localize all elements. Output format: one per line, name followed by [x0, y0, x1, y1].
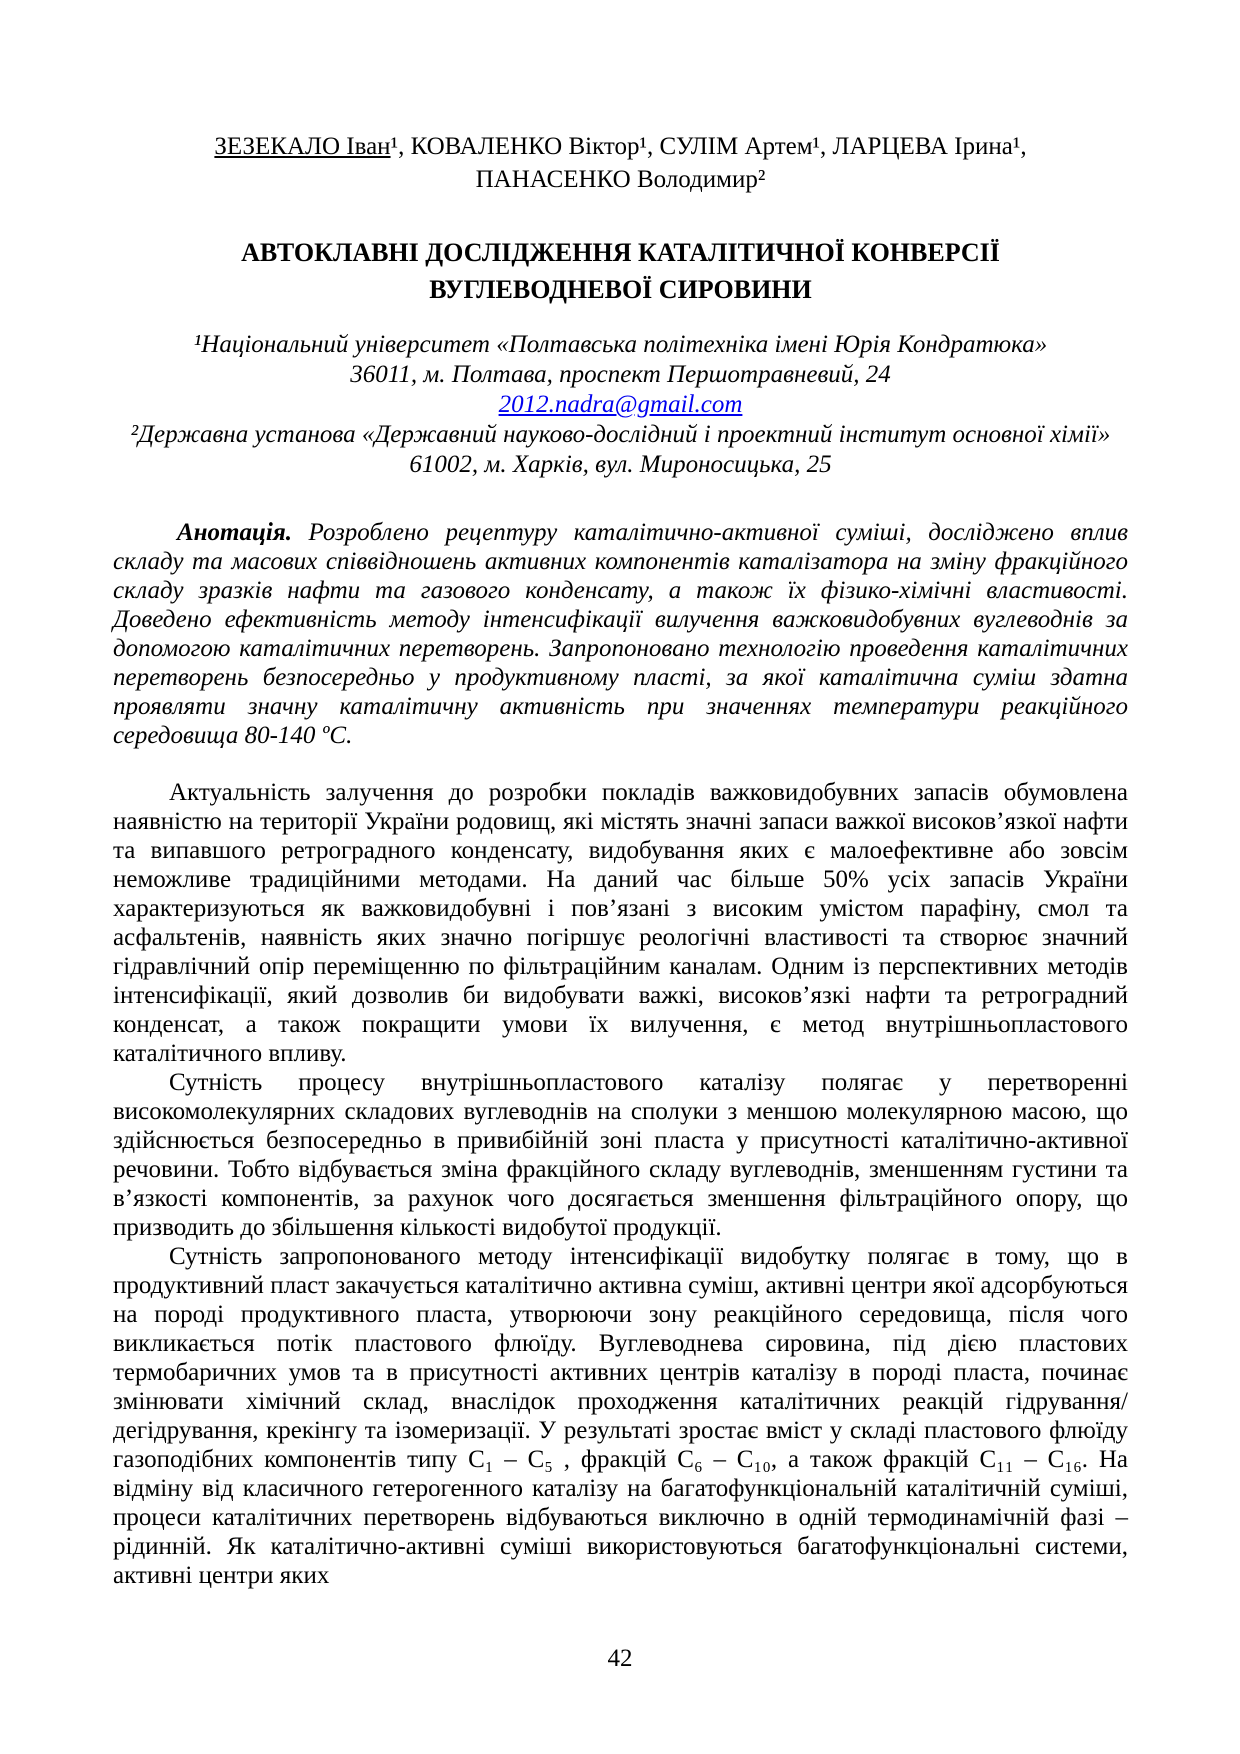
abstract-label: Анотація. [177, 519, 292, 546]
email-link[interactable]: 2012.nadra@gmail.com [498, 391, 743, 418]
body-paragraph: Сутність процесу внутрішньопластового каталізу полягає у перетворенні високомолекулярних складових вуглеводнів на сполуки з меншою молекулярною масою, що здійснюється безпосередньо в привибійній зоні пласта у присутності каталітично-активної речовини. Тобто відбувається зміна фракційного складу вуглеводнів, зменшенням густини та в’язкості компонентів, за рахунок чого досягається зменшення фільтраційного опору, що призводить до збільшення кількості видобутої продукції. [113, 1069, 1128, 1241]
page-number: 42 [607, 1645, 633, 1672]
affiliation1-address: 36011, м. Полтава, проспект Першотравневий, 24 [350, 361, 891, 388]
paper-title [113, 234, 1128, 308]
body-paragraph: Сутність запропонованого методу інтенсифікації видобутку полягає в тому, що в продуктивний пласт закачується каталітично активна суміш, активні центри якої адсорбуються на породі продуктивного пласта, утворюючи зону реакційного середовища, після чого викликається потік пластового флюїду. Вуглеводнева сировина, під дією пластових термобаричних умов та в присутності активних центрів каталізу в породі пласта, починає змінювати хімічний склад, внаслідок проходження каталітичних реакцій гідрування/дегідрування, крекінгу та ізомеризації. У результаті зростає вміст у складі пластового флюїду газоподібних компонентів типу С₁ – С₅ , фракцій С₆ – С₁₀, а також фракцій С₁₁ – С₁₆. На відміну від класичного гетерогенного каталізу на багатофункціональній каталітичній суміші, процеси каталітичних перетворень відбуваються виключно в одній термодинамічній фазі – рідинній. Як каталітично-активні суміші використовуються багатофункціональні системи, активні центри яких [113, 1243, 1128, 1589]
authors-line [113, 130, 1128, 196]
abstract-text: Розроблено рецептуру каталітично-активної суміші, досліджено вплив складу та масових співвідношень активних компонентів каталізатора на зміну фракційного складу зразків нафти та газового конденсату, а також їх фізико-хімічні властивості. Доведено ефективність методу інтенсифікації вилучення важковидобувних вуглеводнів за допомогою каталітичних перетворень. Запропоновано технологію проведення каталітичних перетворень безпосередньо у продуктивному пласті, за якої каталітична суміш здатна проявляти значну каталітичну активність при значеннях температури реакційного середовища 80-140 ºС. [113, 519, 1128, 749]
affiliation1-email-line [113, 390, 1128, 420]
author-name-underlined: ЗЕЗЕКАЛО Іван [214, 133, 391, 160]
paper-title-line1: АВТОКЛАВНІ ДОСЛІДЖЕННЯ КАТАЛІТИЧНОЇ КОНВЕРСІЇ [241, 238, 1000, 267]
body-paragraph: Актуальність залучення до розробки покладів важковидобувних запасів обумовлена наявністю на території України родовищ, які містять значні запаси важкої високов’язкої нафти та випавшого ретроградного конденсату, видобування яких є малоефективне або зовсім неможливе традиційними методами. На даний час більше 50% усіх запасів України характеризуються як важковидобувні і пов’язані з високим умістом парафіну, смол та асфальтенів, наявність яких значно погіршує реологічні властивості та створює значний гідравлічний опір переміщенню по фільтраційним каналам. Одним із перспективних методів інтенсифікації, який дозволив би видобувати важкі, високов’язкі нафти та ретроградний конденсат, а також покращити умови їх вилучення, є метод внутрішньопластового каталітичного впливу. [113, 779, 1128, 1067]
affiliation1-name: ¹Національний університет «Полтавська політехніка імені Юрія Кондратюка» [193, 331, 1048, 358]
affiliation2-address: 61002, м. Харків, вул. Мироносицька, 25 [409, 451, 832, 478]
affiliation2-name: ²Державна установа «Державний науково-дослідний і проектний інститут основної хімії» [130, 421, 1111, 448]
abstract-paragraph [113, 518, 1128, 750]
affiliations-block [113, 330, 1128, 480]
author-superscript: ¹ [390, 133, 399, 160]
body-text [113, 778, 1128, 1590]
authors-line1-rest: , КОВАЛЕНКО Віктор¹, СУЛІМ Артем¹, ЛАРЦЕВА Ірина¹, [398, 133, 1027, 160]
paper-title-line2: ВУГЛЕВОДНЕВОЇ СИРОВИНИ [429, 275, 812, 304]
authors-line2: ПАНАСЕНКО Володимир² [475, 166, 766, 193]
